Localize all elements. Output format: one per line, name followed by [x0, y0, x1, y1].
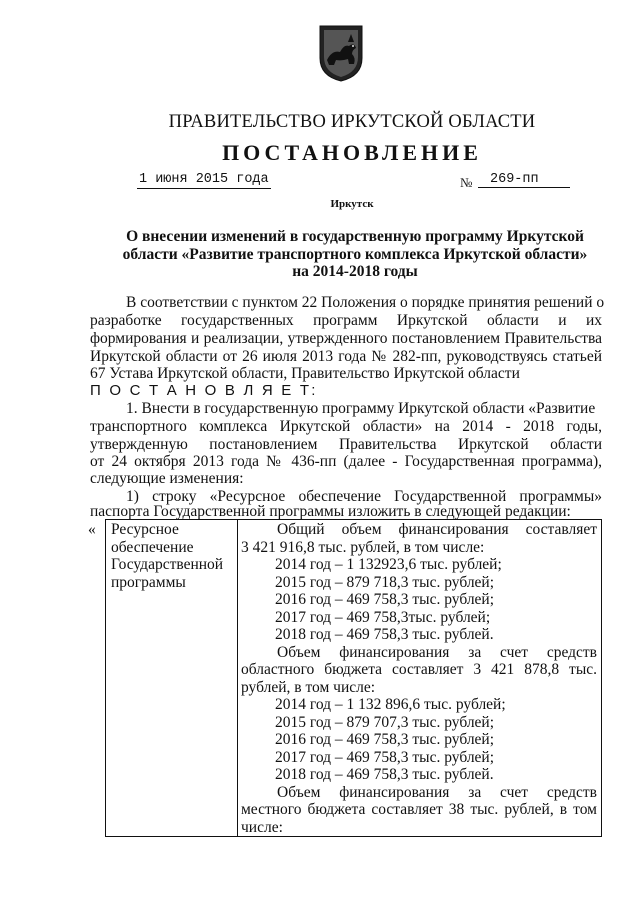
table-left-cell: [106, 520, 238, 837]
year-line: 2016 год – 469 758,3 тыс. рублей;: [275, 731, 495, 748]
year-line: 2018 год – 469 758,3 тыс. рублей.: [275, 626, 494, 643]
total-line: 3 421 916,8 тыс. рублей, в том числе:: [241, 538, 485, 556]
decree-word: П О С Т А Н О В Л Я Е Т:: [90, 382, 318, 399]
year-line: 2014 год – 1 132 896,6 тыс. рублей;: [275, 696, 506, 713]
number-label: №: [460, 175, 473, 190]
item1-line: утвержденную постановлением Правительства Иркутской области: [90, 436, 602, 453]
left-cell-line: Государственной: [111, 556, 224, 573]
preamble-line: 67 Устава Иркутской области, Правительство Иркутской области: [90, 365, 520, 382]
title-line: на 2014-2018 годы: [292, 263, 418, 280]
regional-line: Объем финансирования за счет средств: [277, 643, 597, 661]
local-line: числе:: [241, 818, 283, 836]
table-right-cell: [238, 520, 602, 837]
item1-line: от 24 октября 2013 года № 436-пп (далее - Государственная программа),: [90, 453, 602, 470]
year-line: 2018 год – 469 758,3 тыс. рублей.: [275, 766, 494, 783]
year-line: 2014 год – 1 132923,6 тыс. рублей;: [275, 556, 502, 573]
year-line: 2016 год – 469 758,3 тыс. рублей;: [275, 591, 495, 608]
opening-quote: «: [88, 521, 96, 538]
title-line: области «Развитие транспортного комплекса Иркутской области»: [122, 245, 588, 263]
item1-line: транспортного комплекса Иркутской области» на 2014 - 2018 годы,: [90, 418, 602, 435]
item1-line: 1. Внести в государственную программу Иркутской области «Развитие: [126, 400, 596, 417]
regional-line: рублей, в том числе:: [241, 678, 376, 696]
local-line: Объем финансирования за счет средств: [277, 783, 597, 801]
left-cell-line: обеспечение: [111, 538, 194, 556]
table-row: [106, 520, 602, 837]
document-number: 269-пп: [478, 172, 570, 188]
year-line: 2015 год – 879 718,3 тыс. рублей;: [275, 573, 495, 591]
coat-of-arms-emblem: [318, 24, 364, 82]
sub1-line: 1) строку «Ресурсное обеспечение Государственной программы»: [126, 488, 602, 505]
resource-table: [105, 519, 602, 837]
document-title: [105, 228, 605, 281]
regional-line: областного бюджета составляет 3 421 878,8 тыс.: [241, 661, 597, 678]
year-line: 2017 год – 469 758,3 тыс. рублей;: [275, 748, 495, 766]
title-line: О внесении изменений в государственную программу Иркутской: [126, 228, 584, 245]
local-line: местного бюджета составляет 38 тыс. рублей, в том: [241, 801, 597, 818]
preamble-line: В соответствии с пунктом 22 Положения о порядке принятия решений о: [126, 294, 605, 311]
year-line: 2015 год – 879 707,3 тыс. рублей;: [275, 713, 495, 731]
document-date: 1 июня 2015 года: [139, 172, 269, 187]
city-name: Иркутск: [330, 198, 374, 210]
item1-line: следующие изменения:: [90, 470, 244, 487]
left-cell-line: Ресурсное: [111, 521, 179, 538]
total-line: Общий объем финансирования составляет: [277, 521, 597, 538]
year-line: 2017 год – 469 758,3тыс. рублей;: [275, 608, 491, 626]
government-name: ПРАВИТЕЛЬСТВО ИРКУТСКОЙ ОБЛАСТИ: [168, 112, 536, 132]
preamble-line: формирования и реализации, утвержденного постановлением Правительства: [90, 330, 602, 347]
left-cell-line: программы: [111, 573, 186, 591]
document-type: ПОСТАНОВЛЕНИЕ: [222, 140, 482, 165]
sub1-line: паспорта Государственной программы изложить в следующей редакции:: [90, 503, 571, 520]
preamble-line: разработке государственных программ Иркутской области и их: [90, 312, 602, 329]
preamble-line: Иркутской области от 26 июля 2013 года № 282-пп, руководствуясь статьей: [90, 348, 602, 365]
